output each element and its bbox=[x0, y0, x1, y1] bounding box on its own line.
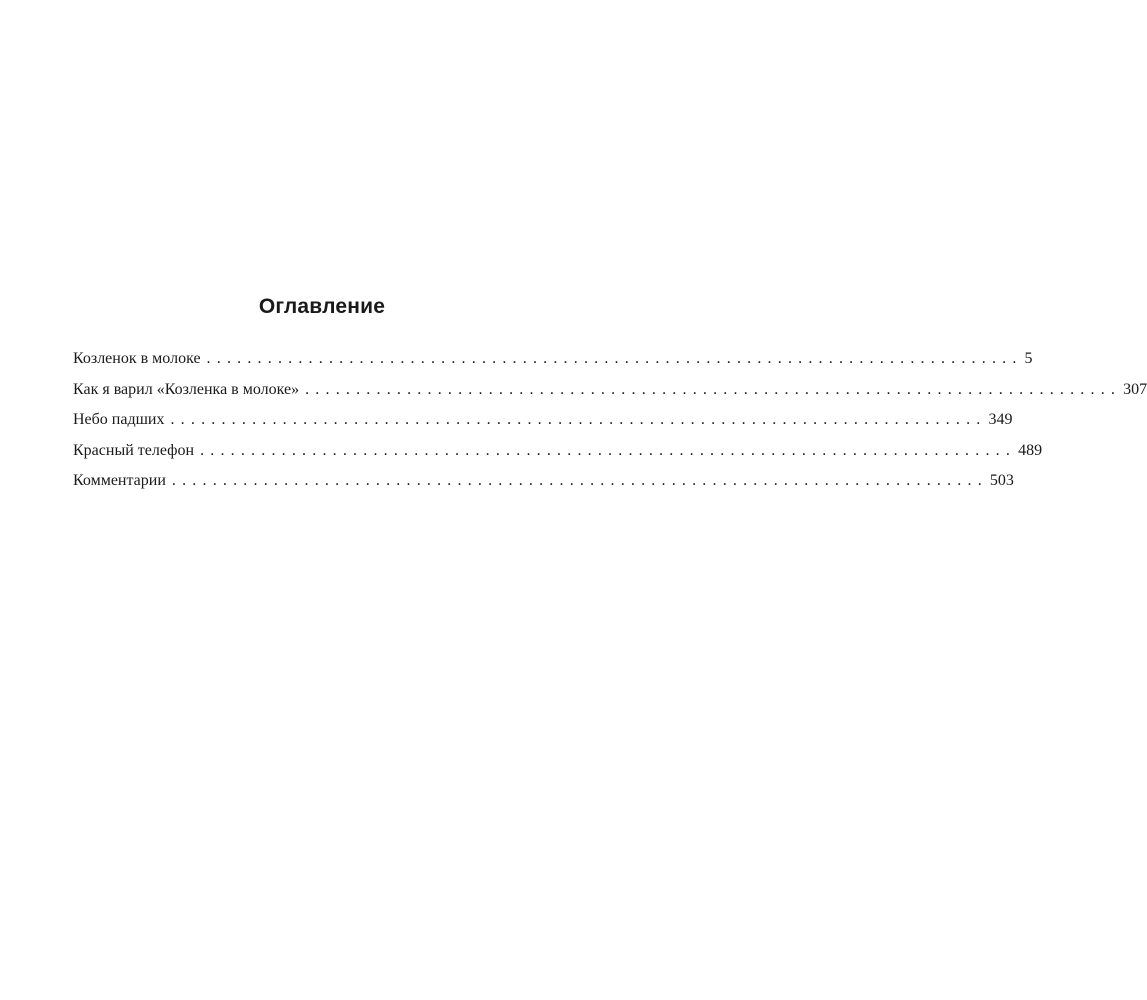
toc-entry-page: 489 bbox=[1018, 441, 1043, 459]
toc-entry[interactable] bbox=[73, 405, 1013, 436]
toc-entry-page: 349 bbox=[988, 411, 1013, 428]
toc-entry-title: Комментарии bbox=[73, 472, 166, 489]
toc-dot-leader: ................................................................................ bbox=[200, 441, 1017, 459]
toc-dot-leader: ................................................................................ bbox=[171, 472, 988, 489]
toc-entry[interactable] bbox=[73, 466, 1014, 497]
page-title: Оглавление bbox=[258, 295, 386, 318]
toc-entry-page: 5 bbox=[1024, 350, 1033, 367]
toc-entry-title: Как я варил «Козленка в молоке» bbox=[73, 380, 300, 398]
toc-entry[interactable] bbox=[73, 375, 1147, 406]
toc-dot-leader: ................................................................................ bbox=[206, 350, 1023, 367]
toc-entry-title: Небо падших bbox=[73, 411, 165, 428]
toc-entry[interactable] bbox=[73, 344, 1033, 375]
toc-entry-page: 503 bbox=[989, 472, 1014, 489]
toc-entry-page: 307 bbox=[1123, 380, 1147, 398]
toc-dot-leader: ................................................................................ bbox=[170, 411, 987, 428]
toc-entry-title: Козленок в молоке bbox=[73, 350, 201, 367]
toc-entry-title: Красный телефон bbox=[73, 441, 195, 459]
toc-dot-leader: ................................................................................ bbox=[305, 380, 1122, 398]
table-of-contents bbox=[73, 344, 1147, 497]
toc-entry[interactable] bbox=[73, 436, 1043, 467]
